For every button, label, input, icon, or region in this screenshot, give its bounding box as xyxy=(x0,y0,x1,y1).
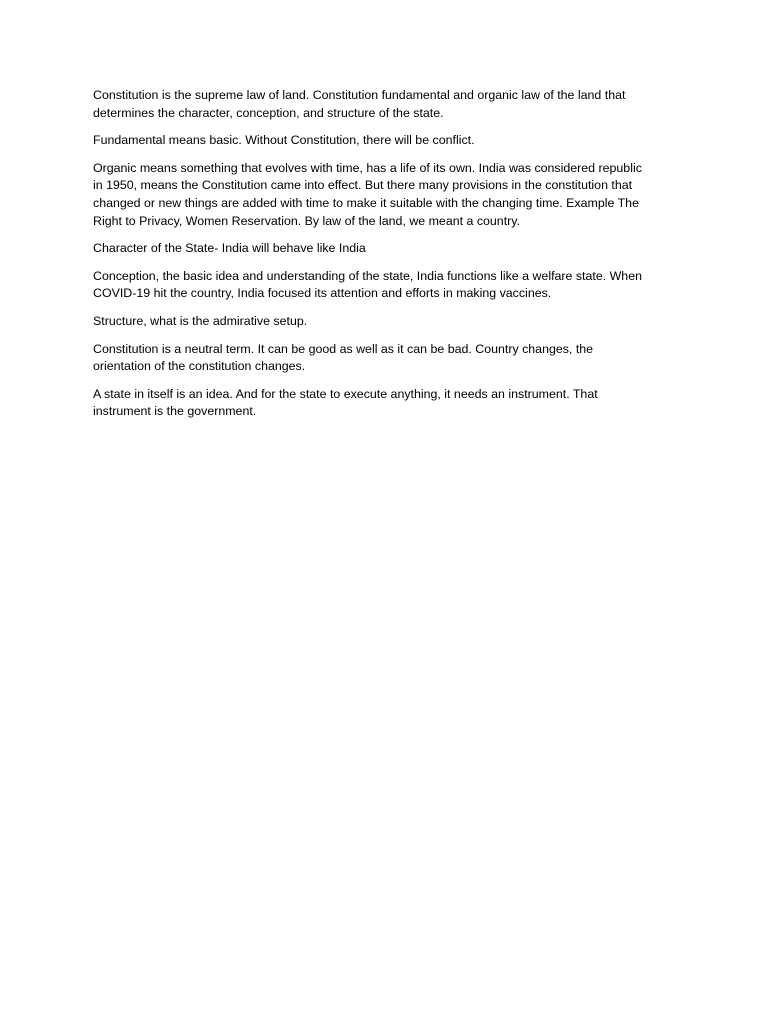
text-line: Constitution is a neutral term. It can be good as well as it can be bad. Country changes, the xyxy=(93,341,594,356)
text-line: COVID-19 hit the country, India focused its attention and efforts in making vaccines. xyxy=(93,286,552,301)
text-line: changed or new things are added with time to make it suitable with the changing time. Example The xyxy=(93,195,639,210)
paragraph-structure xyxy=(93,313,683,331)
text-line: determines the character, conception, and structure of the state. xyxy=(93,105,444,120)
paragraph-state-idea xyxy=(93,386,683,421)
paragraph-conception xyxy=(93,268,683,303)
text-line: A state in itself is an idea. And for the state to execute anything, it needs an instrument. That xyxy=(93,386,598,401)
text-line: instrument is the government. xyxy=(93,404,257,419)
text-line: Conception, the basic idea and understanding of the state, India functions like a welfare state. When xyxy=(93,268,642,283)
text-line: Constitution is the supreme law of land. Constitution fundamental and organic law of the land that xyxy=(93,88,626,102)
text-line: Fundamental means basic. Without Constitution, there will be conflict. xyxy=(93,133,475,148)
text-line: Right to Privacy, Women Reservation. By law of the land, we meant a country. xyxy=(93,213,520,228)
paragraph-organic xyxy=(93,160,683,230)
document-body xyxy=(93,87,683,431)
paragraph-fundamental xyxy=(93,132,683,150)
paragraph-character xyxy=(93,240,683,258)
text-line: Structure, what is the admirative setup. xyxy=(93,313,308,328)
paragraph-neutral-term xyxy=(93,341,683,376)
text-line: Organic means something that evolves with time, has a life of its own. India was considered republic xyxy=(93,160,642,175)
text-line: Character of the State- India will behave like India xyxy=(93,241,366,256)
text-line: in 1950, means the Constitution came into effect. But there many provisions in the constitution that xyxy=(93,178,633,193)
text-line: orientation of the constitution changes. xyxy=(93,359,306,374)
paragraph-constitution-definition xyxy=(93,87,683,122)
